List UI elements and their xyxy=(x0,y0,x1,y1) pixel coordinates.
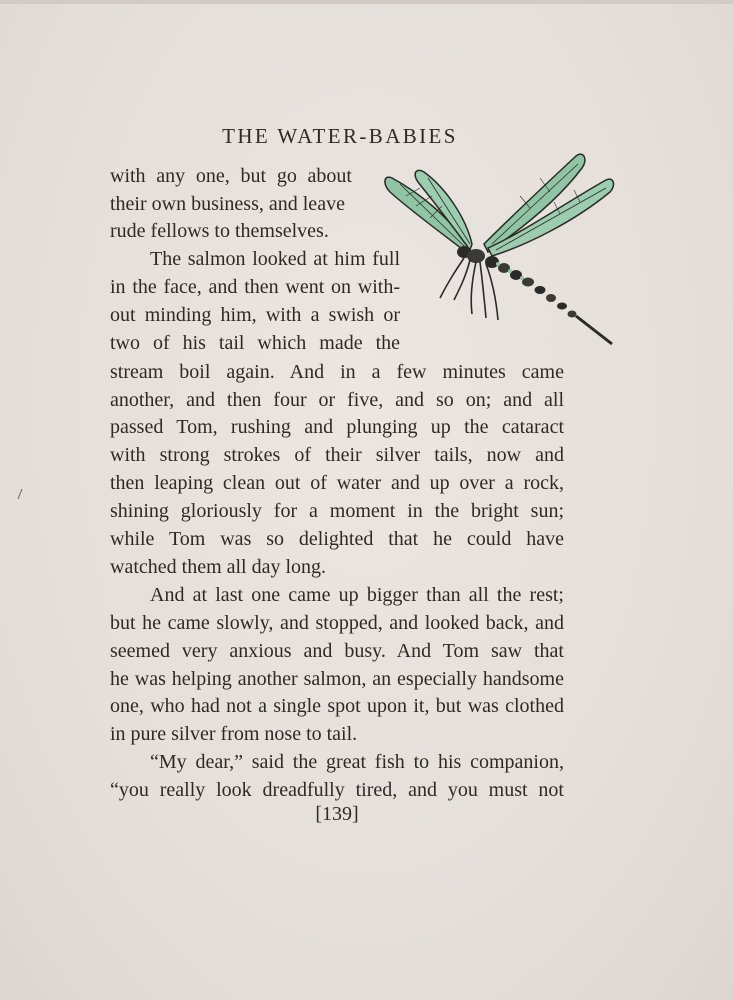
text-line: with any one, but go about xyxy=(110,165,352,187)
dragonfly-illustration xyxy=(380,148,620,348)
text-line: one, who had not a single spot upon it, but was clothed xyxy=(110,695,564,717)
text-line: “you really look dreadfully tired, and you must not xyxy=(110,779,564,801)
dragonfly-wings xyxy=(385,154,614,256)
running-head: THE WATER-BABIES xyxy=(222,124,458,148)
text-line: he was helping another salmon, an especially handsome xyxy=(110,668,564,690)
text-line: rude fellows to themselves. xyxy=(110,220,329,242)
text-line: two of his tail which made the xyxy=(110,332,400,354)
text-line: then leaping clean out of water and up over a rock, xyxy=(110,472,564,494)
text-line: their own business, and leave xyxy=(110,193,345,215)
text-line: passed Tom, rushing and plunging up the cataract xyxy=(110,416,564,438)
text-line: The salmon looked at him full xyxy=(150,248,400,270)
text-line: “My dear,” said the great fish to his companion, xyxy=(150,751,564,773)
text-line: shining gloriously for a moment in the bright sun; xyxy=(110,500,564,522)
text-line: stream boil again. And in a few minutes came xyxy=(110,361,564,383)
text-line: in pure silver from nose to tail. xyxy=(110,723,358,745)
text-line: seemed very anxious and busy. And Tom saw that xyxy=(110,640,564,662)
text-line: but he came slowly, and stopped, and looked back, and xyxy=(110,612,564,634)
text-line: while Tom was so delighted that he could have xyxy=(110,528,564,550)
text-line: another, and then four or five, and so on; and all xyxy=(110,389,564,411)
text-line: in the face, and then went on with- xyxy=(110,276,400,298)
dragonfly-body xyxy=(457,246,612,344)
text-line: And at last one came up bigger than all the rest; xyxy=(150,584,564,606)
text-line: watched them all day long. xyxy=(110,556,327,578)
pencil-mark xyxy=(16,488,24,500)
text-line: out minding him, with a swish or xyxy=(110,304,400,326)
text-line: with strong strokes of their silver tails, now and xyxy=(110,444,564,466)
page-number: [139] xyxy=(315,803,359,825)
page-edge xyxy=(0,0,733,4)
